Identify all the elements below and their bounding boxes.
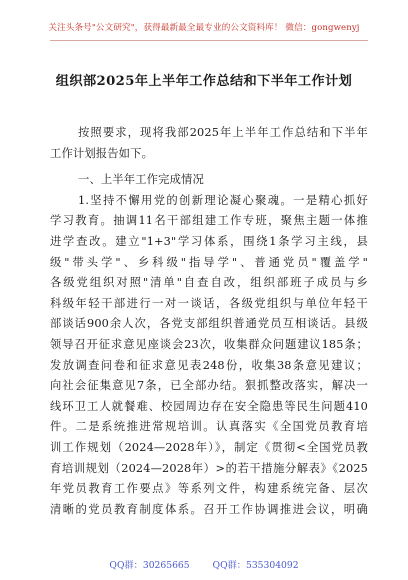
body-line: 线环卫工人就餐难、校园周边存在安全隐患等民生问题410 — [50, 399, 368, 413]
footer-qq-group-2: QQ群：535304092 — [212, 560, 299, 571]
body-line: 各级党组织对照"清单"自查自改，组织部班子成员与乡 — [50, 276, 368, 290]
document-title: 组织部2025年上半年工作总结和下半年工作计划 — [55, 74, 353, 89]
body-line: 学习教育。抽调11名干部组建工作专班，聚焦主题一体推 — [50, 214, 368, 228]
body-line: 领导召开征求意见座谈会23次，收集群众问题建议185条； — [50, 338, 368, 351]
body-line: 1.坚持不懈用党的创新理论凝心聚魂。一是精心抓好 — [78, 193, 368, 207]
body-line: 件。二是系统推进常规培训。认真落实《全国党员教育培 — [50, 420, 368, 434]
body-line: 训工作规划（2024—2028年）》，制定《贯彻<全国党员教 — [50, 441, 368, 454]
body-line: 科级年轻干部进行一对一谈话，各级党组织与单位年轻干 — [50, 296, 368, 310]
body-line: 级"带头学"、乡科级"指导学"、普通党员"覆盖学" — [50, 255, 368, 269]
body-line: 部谈话900余人次，各党支部组织普通党员互相谈话。县级 — [50, 317, 368, 331]
body-line: 清晰的党员教育制度体系。召开工作协调推进会议，明确 — [50, 502, 368, 516]
body-line: 工作计划报告如下。 — [50, 146, 154, 160]
body-line: 进学查改。建立"1+3"学习体系，围绕1条学习主线，县 — [50, 235, 368, 248]
body-line: 发放调查问卷和征求意见表248份，收集38条意见建议； — [50, 358, 368, 372]
header-banner: 关注头条号"公文研究"，获得最新最全最专业的公文资料库！ 微信：gongwenyj — [48, 23, 360, 33]
body-line: 按照要求，现将我部2025年上半年工作总结和下半年 — [78, 126, 368, 139]
body-line: 育培训规划（2024—2028年）>的若干措施分解表》《2025 — [50, 461, 368, 475]
body-line: 年党员教育工作要点》等系列文件，构建系统完备、层次 — [50, 482, 368, 496]
header-divider — [50, 40, 368, 41]
body-line: 一、上半年工作完成情况 — [78, 173, 204, 187]
footer — [0, 560, 408, 572]
footer-qq-group-1: QQ群：30265665 — [109, 560, 190, 571]
body-line: 向社会征集意见7条，已全部办结。狠抓整改落实，解决一 — [50, 379, 368, 393]
